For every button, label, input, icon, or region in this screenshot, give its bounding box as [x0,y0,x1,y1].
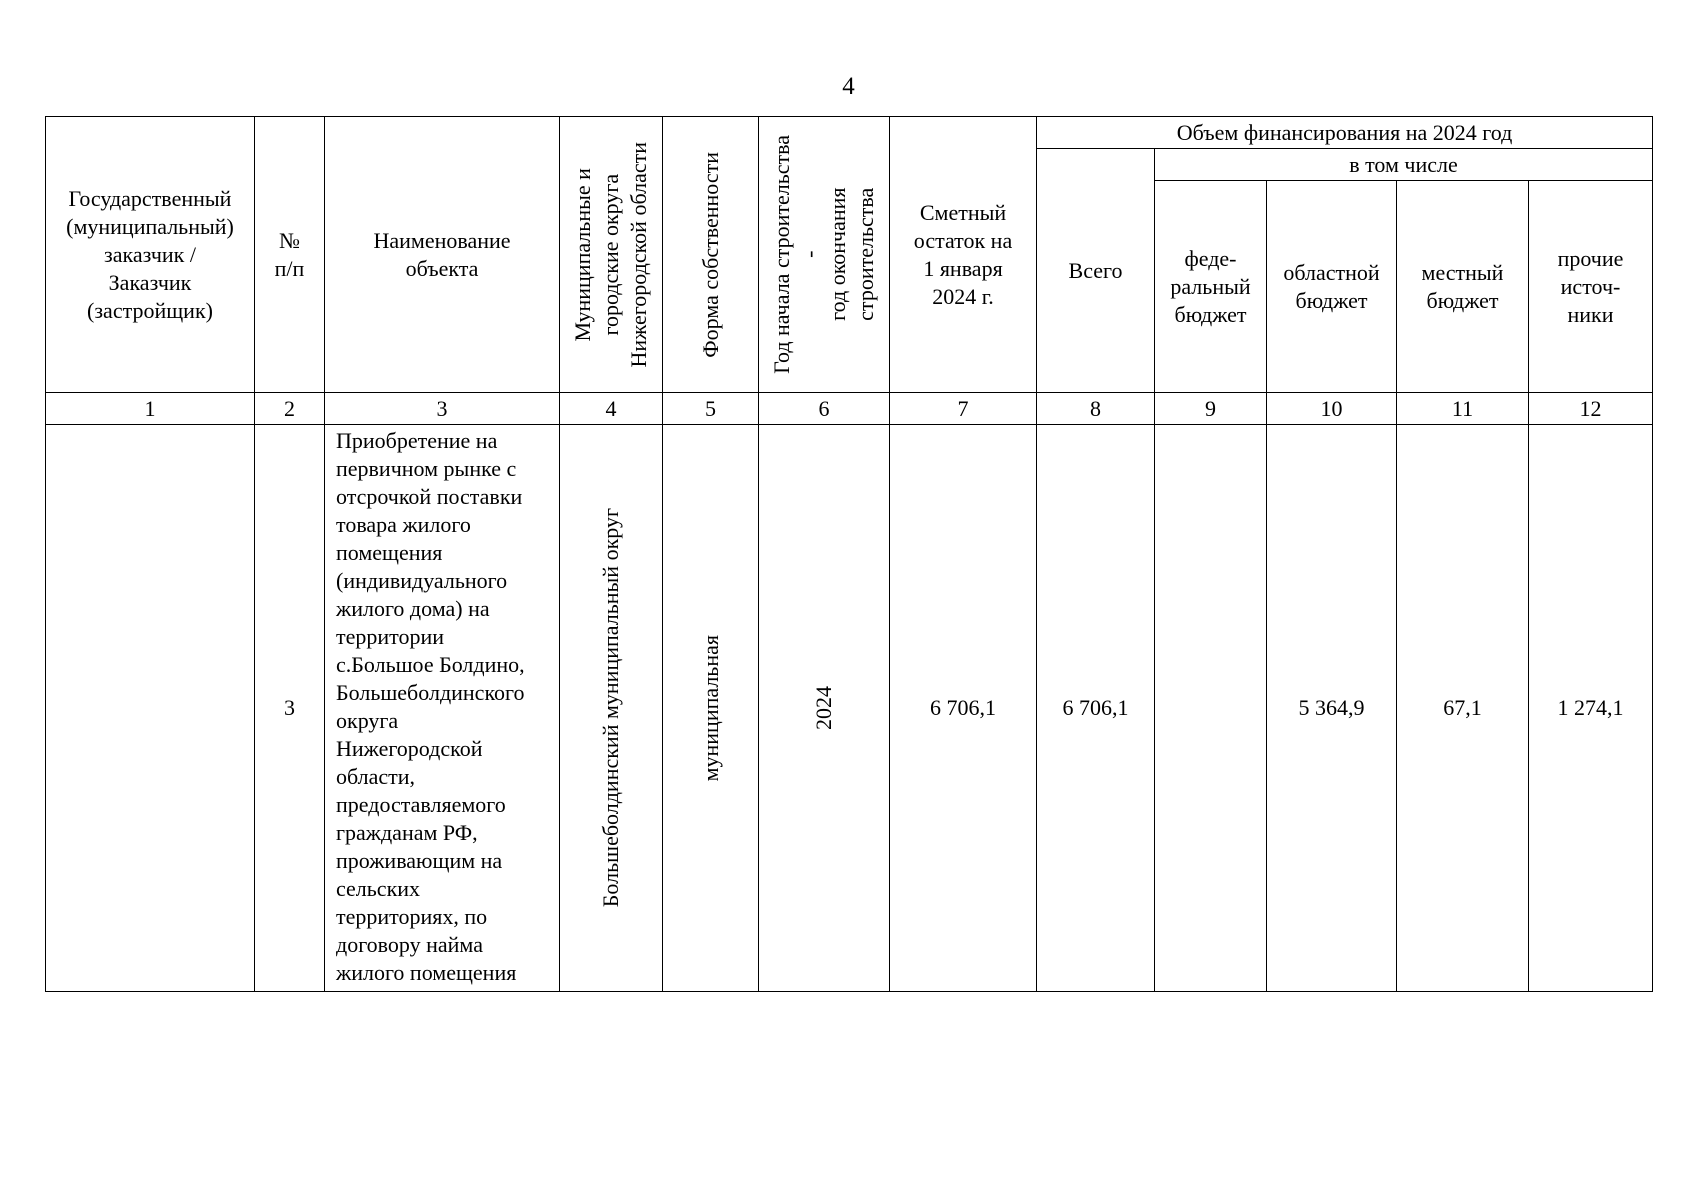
header-municipality: Муниципальные и городские округа Нижегородской области [560,117,663,393]
header-number: № п/п [255,117,325,393]
header-other-sources: прочие источ- ники [1529,181,1653,393]
header-regional-budget: областной бюджет [1267,181,1397,393]
header-financing: Объем финансирования на 2024 год [1037,117,1653,149]
cell-other-sources: 1 274,1 [1529,425,1653,992]
header-years: Год начала строительства - год окончания строительства [759,117,890,393]
cell-municipality: Большеболдинский муниципальный округ [560,425,663,992]
header-object-name: Наименование объекта [325,117,560,393]
page-number: 4 [842,73,855,100]
header-customer: Государственный (муниципальный) заказчик / Заказчик (застройщик) [46,117,255,393]
header-ownership: Форма собственности [663,117,759,393]
cell-total: 6 706,1 [1037,425,1155,992]
header-estimated-balance: Сметный остаток на 1 января 2024 г. [890,117,1037,393]
column-number: 2 [255,393,325,425]
column-number: 7 [890,393,1037,425]
column-number: 5 [663,393,759,425]
cell-customer [46,425,255,992]
column-numbers-row [46,393,1653,425]
header-federal-budget: феде- ральный бюджет [1155,181,1267,393]
column-number: 12 [1529,393,1653,425]
cell-number: 3 [255,425,325,992]
header-total: Всего [1037,149,1155,393]
cell-local-budget: 67,1 [1397,425,1529,992]
column-number: 6 [759,393,890,425]
column-number: 9 [1155,393,1267,425]
cell-regional-budget: 5 364,9 [1267,425,1397,992]
cell-estimated-balance: 6 706,1 [890,425,1037,992]
column-number: 11 [1397,393,1529,425]
header-including: в том числе [1155,149,1653,181]
cell-ownership: муниципальная [663,425,759,992]
column-number: 3 [325,393,560,425]
cell-federal-budget [1155,425,1267,992]
column-number: 10 [1267,393,1397,425]
financing-table [45,116,1653,992]
column-number: 4 [560,393,663,425]
table-row [46,425,1653,992]
column-number: 1 [46,393,255,425]
header-local-budget: местный бюджет [1397,181,1529,393]
column-number: 8 [1037,393,1155,425]
cell-object-name: Приобретение на первичном рынке с отсрочкой поставки товара жилого помещения (индивидуального жилого дома) на территории с.Большое Болдино, Большеболдинского округа Нижегородской области, предоставляемого гражданам РФ, проживающим на сельских территориях, по договору найма жилого помещения [325,425,560,992]
cell-years: 2024 [759,425,890,992]
